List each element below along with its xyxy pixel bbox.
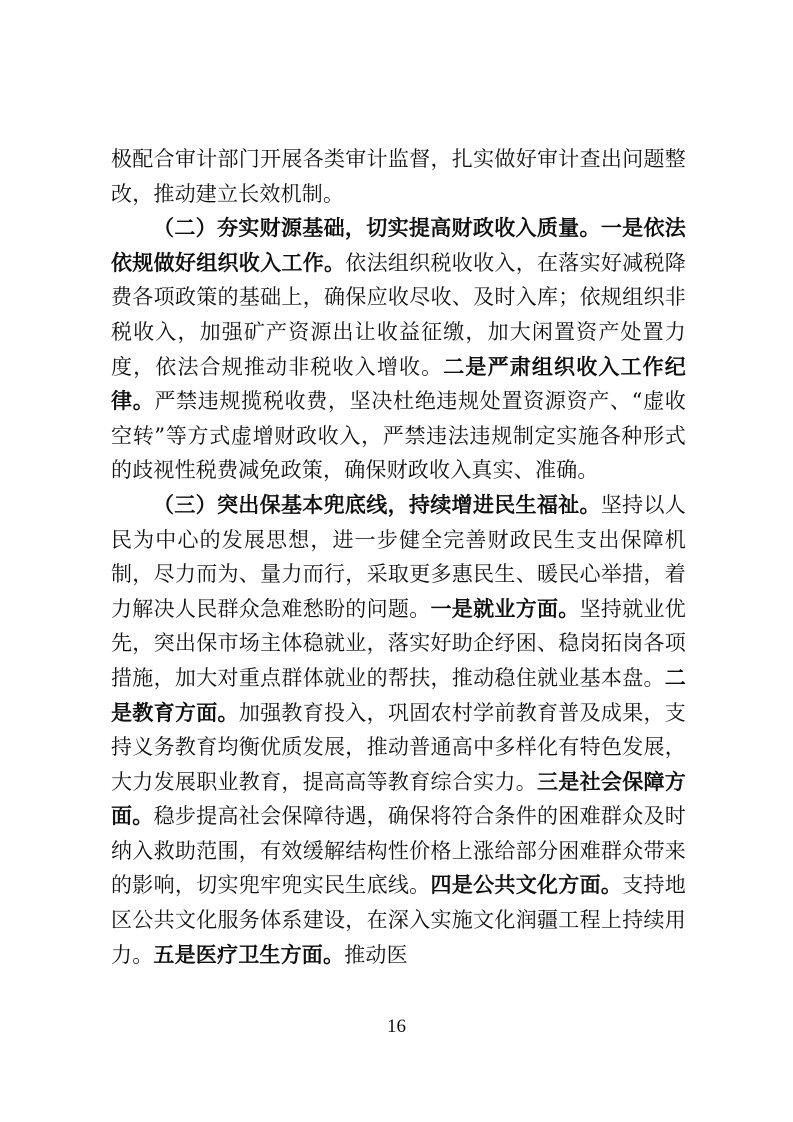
paragraph: [111, 142, 686, 211]
page-number: 16: [387, 1016, 406, 1037]
paragraph: [111, 211, 686, 488]
bold-heading-run: 二是严肃组织收入工作纪律。: [111, 353, 686, 414]
text-run: 支持地区公共文化服务体系建设，在深入实施文化润疆工程上持续用力。: [111, 873, 687, 967]
bold-heading-run: （二）夯实财源基础，切实提高财政收入质量。一是依法依规做好组织收入工作。: [111, 215, 686, 275]
text-run: 依法组织税收收入，在落实好减税降费各项政策的基础上，确保应收尽收、及时入库；依规组织非税收入，加强矿产资源出让收益征缴，加大闲置资产处置力度，依法合规推动非税收入增收。: [111, 250, 686, 379]
text-run: 推动医: [344, 942, 408, 967]
bold-heading-run: 四是公共文化方面。: [430, 872, 623, 898]
text-run: 极配合审计部门开展各类审计监督，扎实做好审计查出问题整改，推动建立长效机制。: [111, 147, 686, 206]
bold-heading-run: （三）突出保基本兜底线，持续增进民生福祉。: [153, 491, 601, 517]
body-text: [111, 142, 686, 972]
bold-heading-run: 二是教育方面。: [111, 664, 686, 725]
bold-heading-run: 三是社会保障方面。: [111, 768, 686, 829]
text-run: 稳步提高社会保障待遇，确保将符合条件的困难群众及时纳入救助范围，有效缓解结构性价格上涨给部分困难群众带来的影响，切实兜牢兜实民生底线。: [111, 804, 687, 898]
text-run: 严禁违规揽税收费，坚决杜绝违规处置资源资产、“虚收空转”等方式虚增财政收入，严禁违法违规制定实施各种形式的歧视性税费减免政策，确保财政收入真实、准确。: [111, 389, 686, 483]
bold-heading-run: 一是就业方面。: [430, 595, 580, 621]
paragraph: [111, 488, 686, 972]
text-run: 坚持以人民为中心的发展思想，进一步健全完善财政民生支出保障机制，尽力而为、量力而行，采取更多惠民生、暖民心举措，着力解决人民群众急难愁盼的问题。: [111, 492, 686, 621]
text-run: 加强教育投入，巩固农村学前教育普及成果，支持义务教育均衡优质发展，推动普通高中多样化有特色发展，大力发展职业教育，提高高等教育综合实力。: [111, 700, 687, 794]
text-run: 坚持就业优先，突出保市场主体稳就业，落实好助企纾困、稳岗拓岗各项措施，加大对重点群体就业的帮扶，推动稳住就业基本盘。: [111, 596, 687, 690]
bold-heading-run: 五是医疗卫生方面。: [153, 941, 345, 967]
